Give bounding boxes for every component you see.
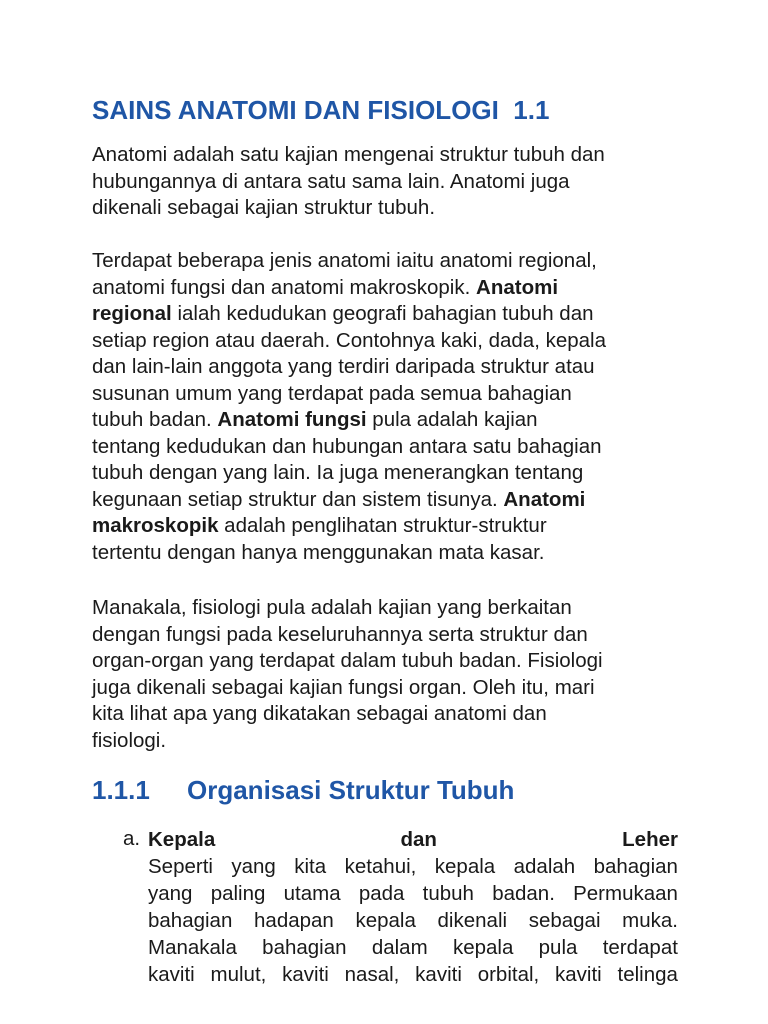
word: adalah (513, 855, 576, 878)
text-line: Terdapat beberapa jenis anatomi iaitu anatomi regional, (92, 249, 597, 272)
word: dikenali (437, 909, 508, 932)
text-line: susunan umum yang terdapat pada semua bahagian (92, 381, 572, 405)
word: bahagian (148, 909, 233, 932)
heading-word: Leher (622, 828, 678, 851)
list-marker: a. (123, 827, 141, 850)
justified-line (148, 907, 678, 934)
text-line (92, 407, 682, 434)
word: telinga (617, 963, 678, 986)
text-line: kita lihat apa yang dikatakan sebagai anatomi dan (92, 702, 547, 725)
paragraph-anatomy-types (92, 248, 682, 566)
word: pada (358, 882, 405, 905)
bold-term: Anatomi fungsi (217, 408, 367, 431)
word: kaviti (282, 963, 329, 986)
section-heading (92, 772, 514, 808)
word: muka. (622, 909, 678, 932)
word: nasal, (344, 963, 400, 986)
bold-term: Anatomi (503, 487, 586, 511)
bold-term: regional (92, 302, 172, 325)
word: dalam (371, 936, 428, 959)
word: paling (210, 882, 266, 905)
word: pula (538, 936, 578, 959)
justified-line (148, 961, 678, 988)
word: sebagai (528, 909, 601, 932)
justified-line (148, 880, 678, 907)
word: bahagian (593, 855, 678, 878)
text-line: hubungannya di antara satu sama lain. Anatomi juga (92, 169, 570, 193)
word: kepala (355, 909, 416, 932)
text-line: tentang kedudukan dan hubungan antara satu bahagian (92, 434, 602, 458)
paragraph-intro (92, 142, 682, 222)
word: kaviti (415, 963, 462, 986)
text-line: dengan fungsi pada keseluruhannya serta struktur dan (92, 622, 588, 646)
word: tubuh (422, 882, 474, 905)
text-line (92, 487, 682, 514)
section-title: Organisasi Struktur Tubuh (187, 775, 515, 805)
text-line (92, 513, 682, 540)
text-line: Anatomi adalah satu kajian mengenai struktur tubuh dan (92, 143, 605, 166)
justified-line (148, 934, 678, 961)
word: kaviti (555, 963, 602, 986)
section-number: 1.1.1 (92, 775, 150, 805)
word: kepala (434, 855, 496, 878)
word: utama (283, 882, 341, 905)
text-line: Manakala, fisiologi pula adalah kajian yang berkaitan (92, 596, 572, 619)
text-line: tertentu dengan hanya menggunakan mata kasar. (92, 540, 545, 564)
word: ketahui, (344, 855, 417, 878)
word: kita (294, 855, 327, 878)
word: orbital, (477, 963, 540, 986)
document-title: SAINS ANATOMI DAN FISIOLOGI 1.1 (92, 95, 550, 125)
paragraph-physiology (92, 595, 682, 754)
text-run: anatomi fungsi dan anatomi makroskopik. (92, 275, 477, 299)
list-item-kepala-leher (148, 826, 678, 988)
text-line: organ-organ yang terdapat dalam tubuh badan. Fisiologi (92, 649, 603, 672)
word: hadapan (254, 909, 334, 932)
word: kepala (452, 936, 514, 959)
text-run: pula adalah kajian (366, 408, 538, 431)
text-line: setiap region atau daerah. Contohnya kaki, dada, kepala (92, 328, 607, 352)
word: yang (148, 882, 193, 905)
list-item-heading (148, 826, 678, 853)
word: Permukaan (573, 882, 678, 905)
text-line (92, 301, 682, 328)
word: terdapat (602, 936, 678, 959)
heading-word: dan (400, 828, 437, 851)
word: mulut, (210, 963, 267, 986)
word: badan. (492, 882, 555, 905)
word: yang (231, 855, 276, 878)
text-line: dan lain-lain anggota yang terdiri daripada struktur atau (92, 355, 595, 378)
text-run: adalah penglihatan struktur-struktur (218, 514, 547, 537)
word: Manakala (148, 936, 237, 959)
justified-line (148, 853, 678, 880)
text-line: dikenali sebagai kajian struktur tubuh. (92, 196, 436, 219)
text-run: tubuh badan. (92, 408, 218, 431)
heading-word: Kepala (148, 828, 216, 851)
text-line (92, 275, 682, 302)
word: bahagian (262, 936, 347, 959)
bold-term: makroskopik (92, 514, 219, 537)
text-line: fisiologi. (92, 728, 167, 752)
text-run: kegunaan setiap struktur dan sistem tisunya. (92, 487, 504, 511)
bold-term: Anatomi (476, 275, 559, 299)
word: kaviti (148, 963, 195, 986)
text-line: tubuh dengan yang lain. Ia juga menerangkan tentang (92, 461, 584, 484)
text-run: ialah kedudukan geografi bahagian tubuh dan (171, 302, 594, 325)
word: Seperti (148, 855, 213, 878)
text-line: juga dikenali sebagai kajian fungsi organ. Oleh itu, mari (92, 675, 595, 699)
